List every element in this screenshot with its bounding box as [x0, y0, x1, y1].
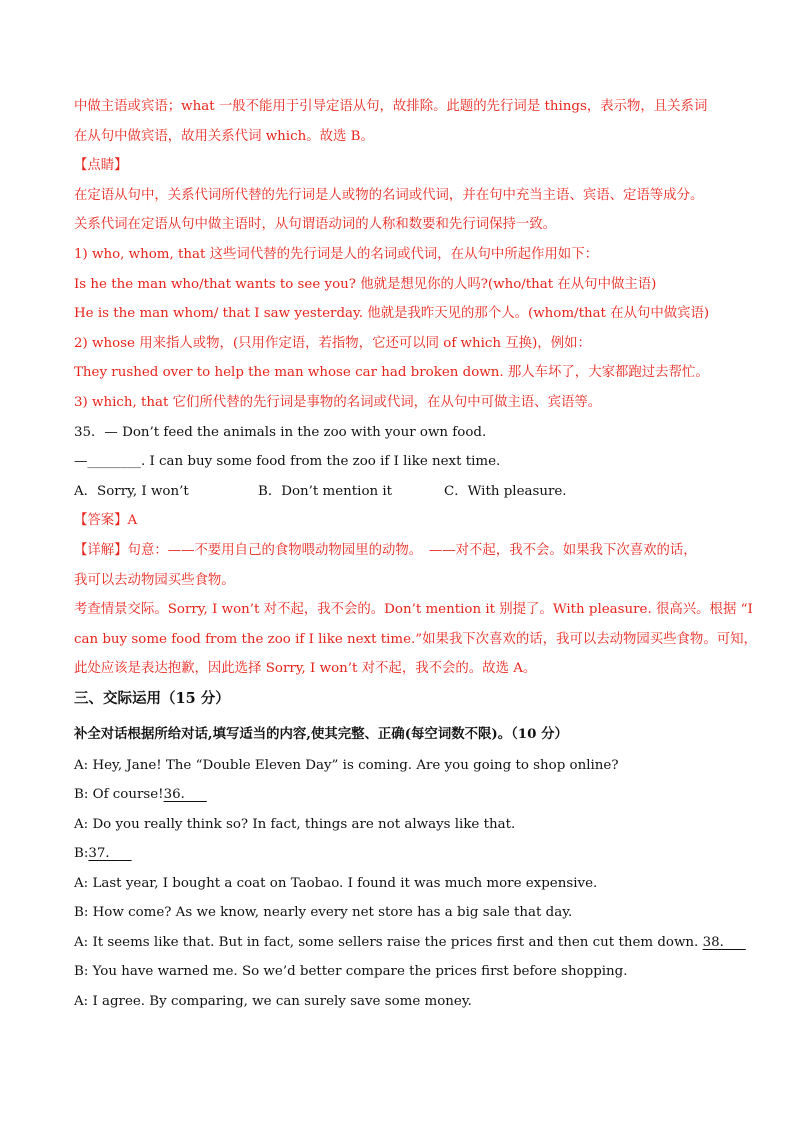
speaker-text: B: Of course! — [74, 787, 164, 802]
explanation-line: 中做主语或宾语；what 一般不能用于引导定语从句，故排除。此题的先行词是 things，表示物，且关系词 — [74, 99, 708, 114]
blank-37: 37． — [88, 846, 119, 861]
option-c: C．With pleasure. — [444, 484, 567, 499]
answer-blank: ________ — [87, 454, 141, 469]
tip-line: 关系代词在定语从句中做主语时，从句谓语动词的人称和数要和先行词保持一致。 — [74, 217, 557, 232]
detail-line: 考查情景交际。Sorry, I won’t 对不起，我不会的。Don’t mention it 别提了。With pleasure. 很高兴。根据 “I — [74, 602, 753, 617]
tip-line: 1) who, whom, that 这些词代替的先行词是人的名词或代词，在从句中所起作用如下： — [74, 247, 598, 262]
question-35-reply — [74, 453, 500, 471]
option-b: B．Don’t mention it — [258, 484, 393, 499]
blank-38: 38． — [702, 935, 733, 950]
question-35-stem: 35．— Don’t feed the animals in the zoo with your own food. — [74, 425, 487, 440]
dialogue-line: A: Do you really think so? In fact, things are not always like that. — [74, 817, 516, 832]
reply-text: . I can buy some food from the zoo if I like next time. — [140, 454, 501, 469]
dialogue-line — [74, 845, 132, 863]
detail-line: 我可以去动物园买些食物。 — [74, 573, 235, 588]
dialogue-line — [74, 786, 207, 804]
dialogue-line: A: I agree. By comparing, we can surely save some money. — [74, 994, 472, 1009]
blank-36: 36． — [163, 787, 195, 802]
section-title: 三、交际运用（15 分） — [74, 690, 230, 707]
speaker-text: B: — [74, 846, 89, 861]
dialogue-line: B: You have warned me. So we’d better compare the prices first before shopping. — [74, 964, 628, 979]
dialogue-line: A: Hey, Jane! The “Double Eleven Day” is coming. Are you going to shop online? — [74, 758, 619, 773]
dialogue-line — [74, 934, 746, 952]
tip-line: 3) which, that 它们所代替的先行词是事物的名词或代词，在从句中可做主语、宾语等。 — [74, 395, 602, 410]
tip-line: 在定语从句中，关系代词所代替的先行词是人或物的名词或代词，并在句中充当主语、宾语、定语等成分。 — [74, 188, 704, 203]
dialogue-line: A: Last year, I bought a coat on Taobao. I found it was much more expensive. — [74, 876, 598, 891]
speaker-text: A: It seems like that. But in fact, some sellers raise the prices first and then cut them down. — [74, 935, 703, 950]
reply-dash: — — [74, 454, 88, 469]
option-a: A．Sorry, I won’t — [74, 484, 189, 499]
dialogue-line: B: How come? As we know, nearly every net store has a big sale that day. — [74, 905, 573, 920]
tip-line: He is the man whom/ that I saw yesterday. 他就是我昨天见的那个人。(whom/that 在从句中做宾语) — [74, 306, 710, 321]
tip-line: Is he the man who/that wants to see you? 他就是想见你的人吗?(who/that 在从句中做主语) — [74, 277, 657, 292]
detail-line: can buy some food from the zoo if I like next time.”如果我下次喜欢的话，我可以去动物园买些食物。可知， — [74, 632, 757, 647]
tip-line: They rushed over to help the man whose car had broken down. 那人车坏了，大家都跑过去帮忙。 — [74, 365, 709, 380]
section-instruction: 补全对话根据所给对话,填写适当的内容,使其完整、正确(每空词数不限)。（10 分） — [74, 726, 568, 742]
answer-line: 【答案】A — [74, 513, 138, 528]
detail-line: 【详解】句意：——不要用自己的食物喂动物园里的动物。 ——对不起，我不会。如果我下次喜欢的话， — [74, 543, 697, 558]
explanation-line: 在从句中做宾语，故用关系代词 which。故选 B。 — [74, 129, 374, 144]
detail-line: 此处应该是表达抱歉，因此选择 Sorry, I won’t 对不起，我不会的。故选 A。 — [74, 661, 537, 676]
tip-header: 【点睛】 — [74, 158, 128, 173]
tip-line: 2) whose 用来指人或物，(只用作定语，若指物，它还可以同 of which 互换)，例如： — [74, 336, 591, 351]
